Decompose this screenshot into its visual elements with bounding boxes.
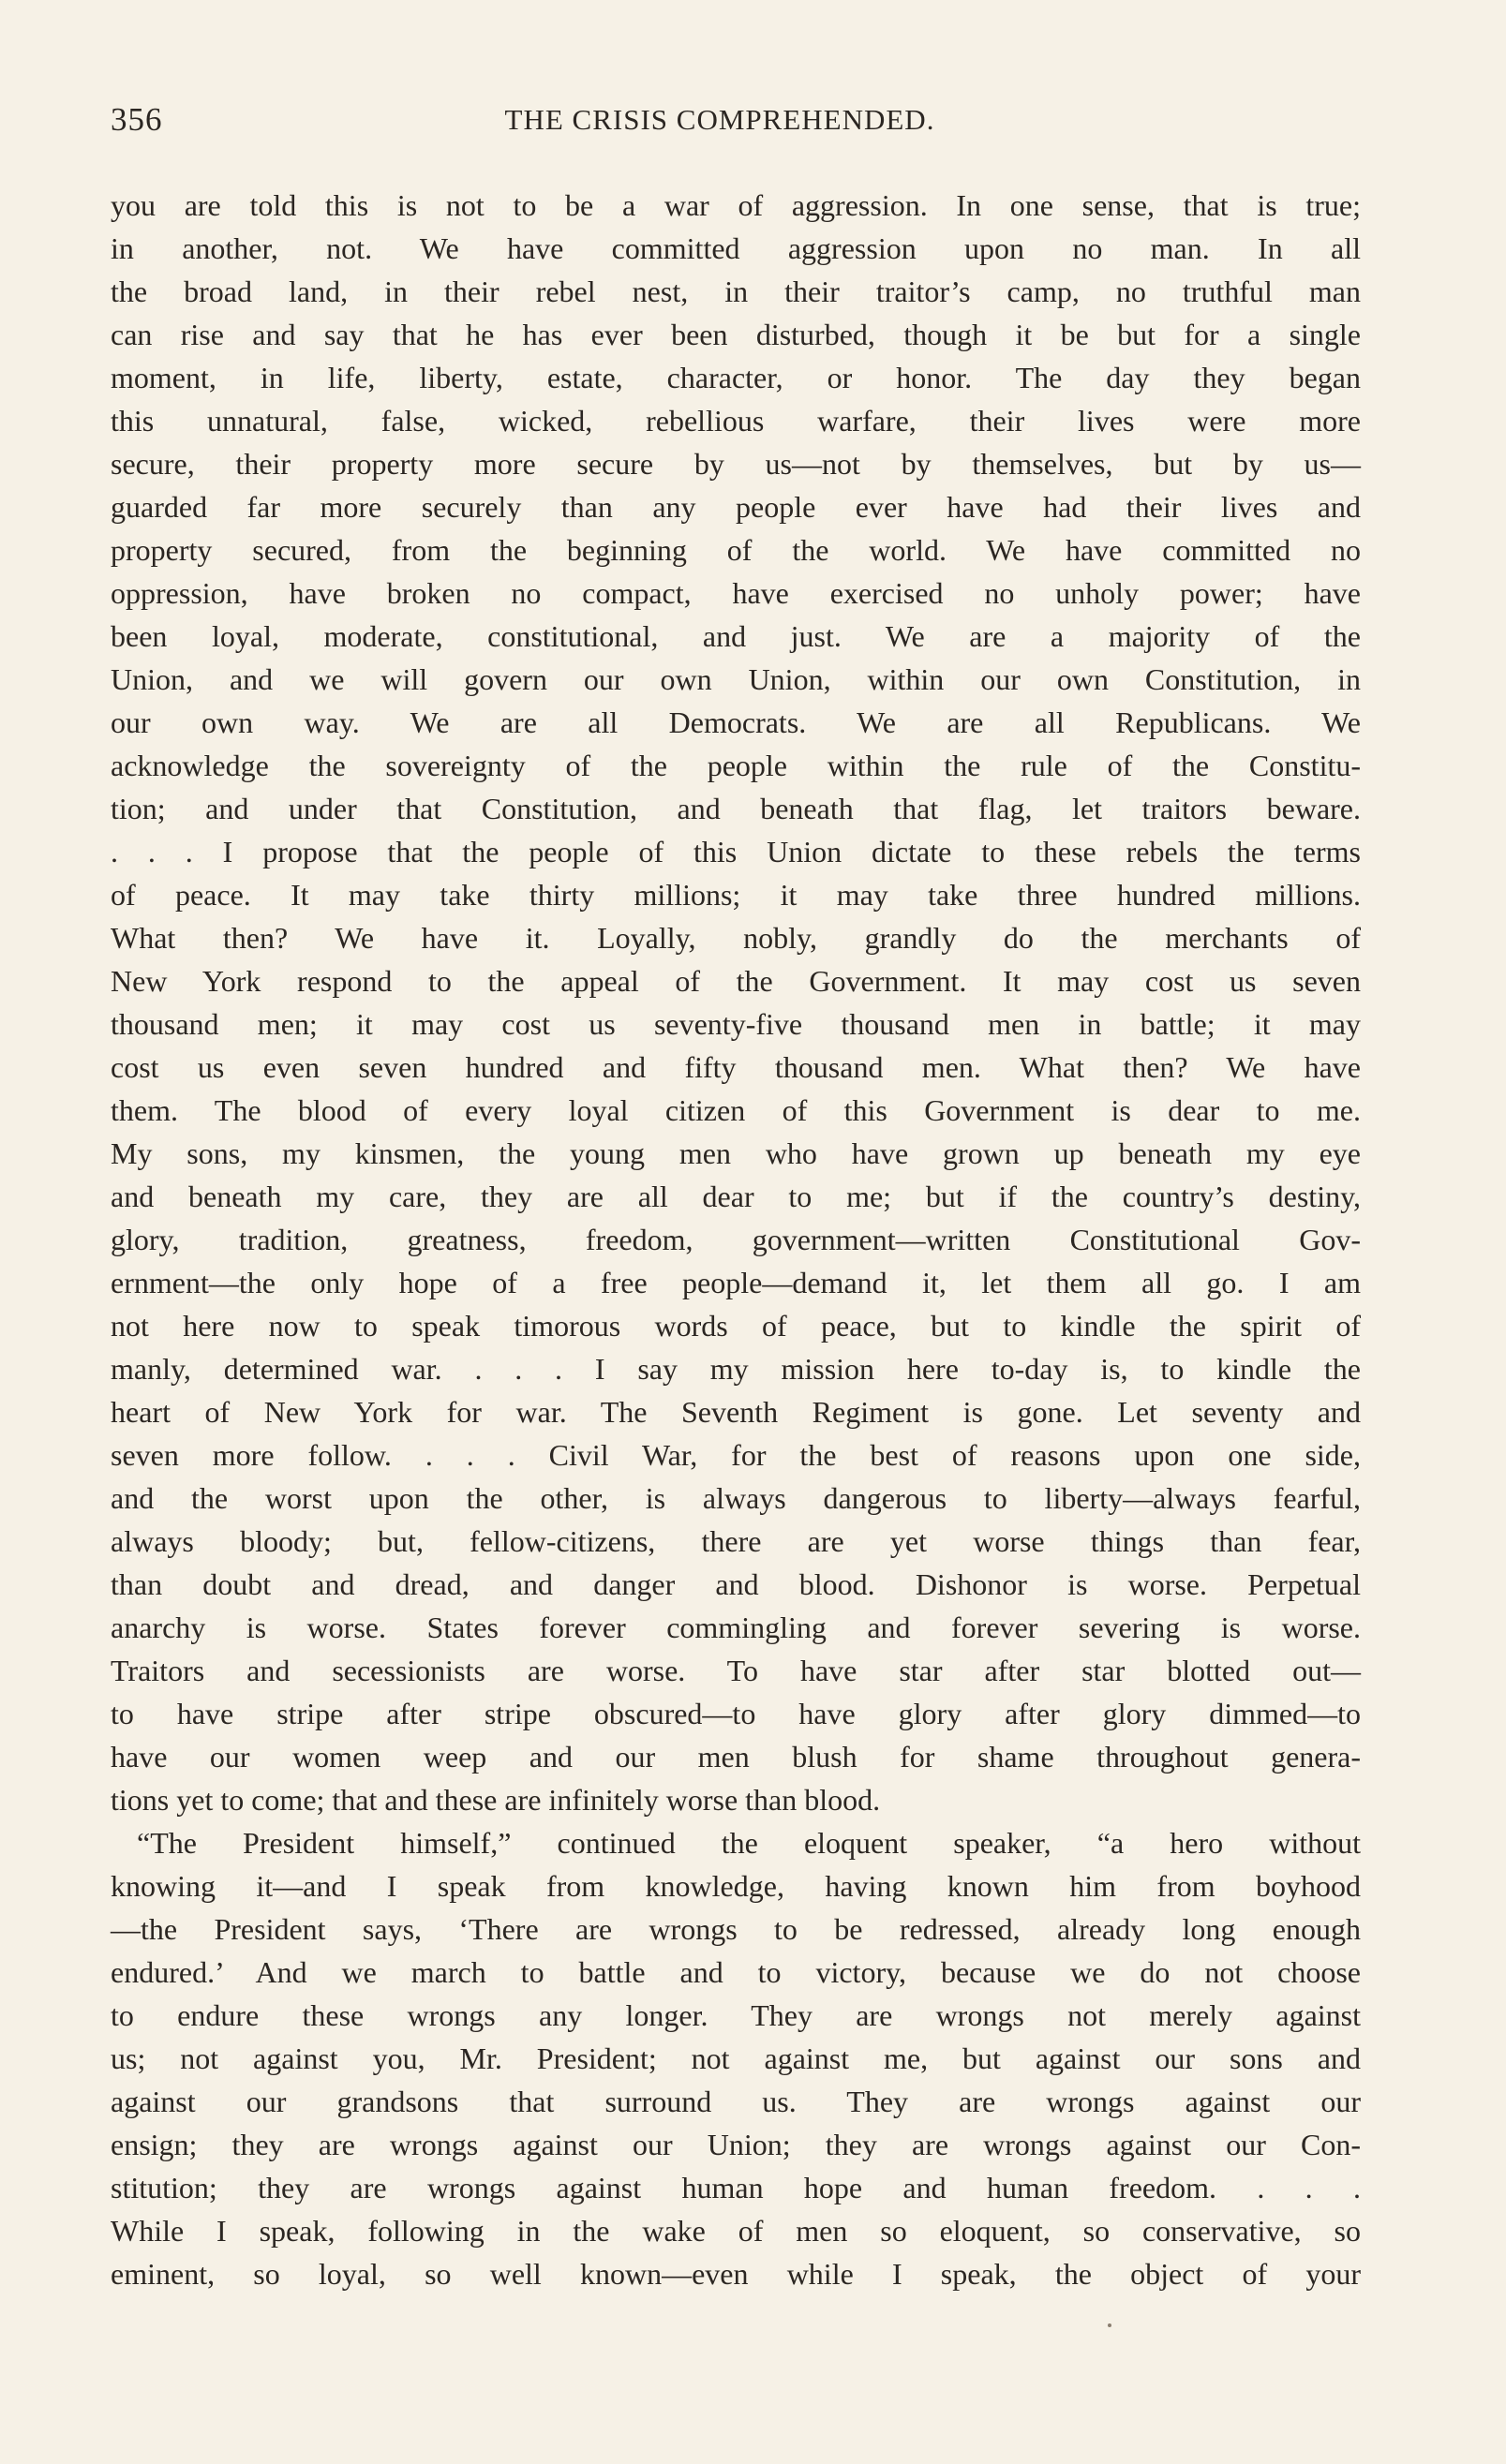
text-line: seven more follow. . . . Civil War, for the best of reasons upon one side,	[111, 1438, 1361, 1472]
text-line: tions yet to come; that and these are infinitely worse than blood.	[111, 1783, 881, 1817]
text-line: . . . I propose that the people of this Union dictate to these rebels the terms	[111, 835, 1361, 868]
text-line: can rise and say that he has ever been disturbed, though it be but for a single	[111, 318, 1361, 351]
text-line: always bloody; but, fellow-citizens, there are yet worse things than fear,	[111, 1524, 1361, 1558]
text-line: this unnatural, false, wicked, rebellious warfare, their lives were more	[111, 404, 1361, 438]
text-line: you are told this is not to be a war of aggression. In one sense, that is true;	[111, 188, 1361, 222]
text-line: thousand men; it may cost us seventy-five thousand men in battle; it may	[111, 1007, 1361, 1041]
text-line: cost us even seven hundred and fifty thousand men. What then? We have	[111, 1050, 1361, 1084]
text-line: of peace. It may take thirty millions; it may take three hundred millions.	[111, 878, 1361, 912]
text-line: and the worst upon the other, is always dangerous to liberty—always fearful,	[111, 1481, 1361, 1515]
text-line: —the President says, ‘There are wrongs to be redressed, already long enough	[111, 1912, 1361, 1946]
print-speck	[1108, 2323, 1111, 2327]
text-line: to endure these wrongs any longer. They are wrongs not merely against	[111, 1998, 1361, 2032]
text-line: them. The blood of every loyal citizen of this Government is dear to me.	[111, 1093, 1361, 1127]
text-line: New York respond to the appeal of the Government. It may cost us seven	[111, 964, 1361, 998]
text-line: ernment—the only hope of a free people—demand it, let them all go. I am	[111, 1266, 1361, 1299]
text-line: Union, and we will govern our own Union, within our own Constitution, in	[111, 662, 1361, 696]
text-line: property secured, from the beginning of the world. We have committed no	[111, 533, 1361, 567]
text-line: acknowledge the sovereignty of the people within the rule of the Constitu-	[111, 749, 1361, 782]
text-line: anarchy is worse. States forever commingling and forever severing is worse.	[111, 1611, 1361, 1644]
text-line: not here now to speak timorous words of peace, but to kindle the spirit of	[111, 1309, 1361, 1343]
text-line: manly, determined war. . . . I say my mission here to-day is, to kindle the	[111, 1352, 1361, 1386]
text-line: tion; and under that Constitution, and beneath that flag, let traitors beware.	[111, 792, 1361, 825]
text-line: and beneath my care, they are all dear to me; but if the country’s destiny,	[111, 1180, 1361, 1213]
running-title: THE CRISIS COMPREHENDED.	[504, 103, 935, 136]
text-line: ensign; they are wrongs against our Union; they are wrongs against our Con-	[111, 2128, 1361, 2161]
text-line: than doubt and dread, and danger and blood. Dishonor is worse. Perpetual	[111, 1567, 1361, 1601]
text-line: stitution; they are wrongs against human hope and human freedom. . . .	[111, 2171, 1361, 2204]
text-line: While I speak, following in the wake of men so eloquent, so conservative, so	[111, 2214, 1361, 2248]
text-line: secure, their property more secure by us—not by themselves, but by us—	[111, 447, 1361, 481]
text-line: “The President himself,” continued the eloquent speaker, “a hero without	[137, 1826, 1361, 1860]
text-line: My sons, my kinsmen, the young men who have grown up beneath my eye	[111, 1136, 1361, 1170]
text-line: us; not against you, Mr. President; not against me, but against our sons and	[111, 2041, 1361, 2075]
text-line: the broad land, in their rebel nest, in their traitor’s camp, no truthful man	[111, 275, 1361, 308]
text-line: guarded far more securely than any people ever have had their lives and	[111, 490, 1361, 524]
text-line: against our grandsons that surround us. They are wrongs against our	[111, 2085, 1361, 2118]
page-number: 356	[111, 101, 163, 138]
text-line: endured.’ And we march to battle and to victory, because we do not choose	[111, 1955, 1361, 1989]
text-line: heart of New York for war. The Seventh Regiment is gone. Let seventy and	[111, 1395, 1361, 1429]
text-line: What then? We have it. Loyally, nobly, grandly do the merchants of	[111, 921, 1361, 955]
running-head	[111, 101, 1361, 142]
text-line: been loyal, moderate, constitutional, and just. We are a majority of the	[111, 619, 1361, 653]
text-line: moment, in life, liberty, estate, character, or honor. The day they began	[111, 361, 1361, 394]
text-line: in another, not. We have committed aggression upon no man. In all	[111, 231, 1361, 265]
text-line: our own way. We are all Democrats. We are all Republicans. We	[111, 705, 1361, 739]
text-line: Traitors and secessionists are worse. To have star after star blotted out—	[111, 1654, 1361, 1687]
text-line: knowing it—and I speak from knowledge, having known him from boyhood	[111, 1869, 1361, 1903]
text-line: to have stripe after stripe obscured—to have glory after glory dimmed—to	[111, 1697, 1361, 1730]
text-line: glory, tradition, greatness, freedom, government—written Constitutional Gov-	[111, 1223, 1361, 1256]
body-text	[111, 184, 1361, 2295]
text-line: have our women weep and our men blush for shame throughout genera-	[111, 1740, 1361, 1774]
text-line: eminent, so loyal, so well known—even while I speak, the object of your	[111, 2257, 1361, 2291]
text-line: oppression, have broken no compact, have exercised no unholy power; have	[111, 576, 1361, 610]
